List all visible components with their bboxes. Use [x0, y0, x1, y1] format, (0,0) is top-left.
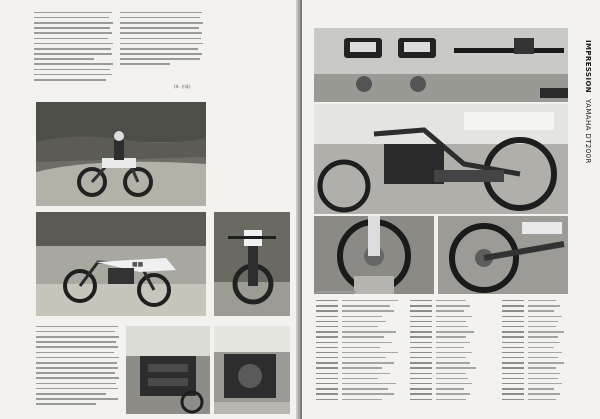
- article-text-column-2: [120, 8, 204, 80]
- article-text-column-1: [34, 8, 114, 92]
- photo-rear-wheel: [438, 216, 568, 294]
- photo-front-wheel: [314, 216, 434, 294]
- article-side-title: [584, 40, 592, 164]
- photo-bike-front-view: [214, 212, 290, 316]
- photo-riding-trail: [36, 102, 206, 206]
- photo-engine-right: [214, 326, 290, 414]
- article-byline: (H. 芳雄): [174, 84, 191, 89]
- spec-table: [316, 298, 592, 413]
- spec-column-1: [316, 298, 404, 413]
- photo-bike-side-view: [36, 212, 206, 316]
- spec-table-heading: [316, 291, 356, 293]
- svg-text:■■: ■■: [132, 261, 144, 268]
- photo-instrument-cluster: [314, 28, 568, 102]
- caption-text-block: [36, 322, 120, 414]
- spec-column-2: [410, 298, 496, 413]
- side-title-model: YAMAHA DT200R: [584, 98, 592, 164]
- left-page: [0, 0, 298, 419]
- spec-column-3: [502, 298, 590, 413]
- photo-engine-left: [126, 326, 210, 414]
- photo-frame-suspension: [314, 104, 568, 214]
- side-title-main: IMPRESSION: [584, 40, 592, 94]
